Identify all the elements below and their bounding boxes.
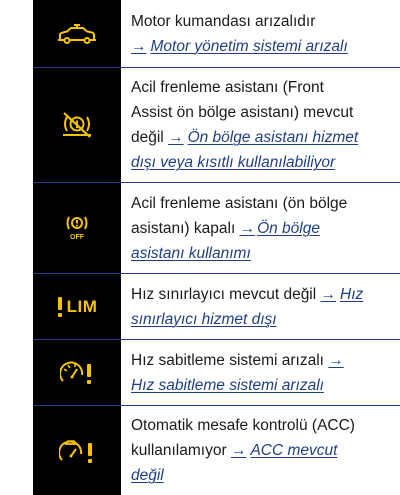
arrow-right-icon: → [230,442,247,459]
description-line [131,100,394,125]
arrow-right-icon: → [320,285,337,303]
description-text: Motor kumandası arızalıdır [131,12,316,30]
acc-unavailable-link-continued[interactable]: değil [131,467,164,484]
icon-cell [33,340,121,405]
description-text: Hız sabitleme sistemi arızalı [131,351,324,369]
table-row [33,340,400,406]
speed-limiter-service-link-continued[interactable]: sınırlayıcı hizmet dışı [131,310,277,328]
acc-unavailable-icon [59,438,95,464]
description-line [131,191,394,216]
description-text: asistanı) kapalı [131,219,236,237]
front-assist-warning-icon [60,112,94,138]
table-row [33,274,400,340]
description-line [131,150,394,175]
front-assist-off-icon [65,214,89,242]
table-row [33,0,400,68]
description-line [131,463,394,488]
description-line [131,125,394,150]
motor-management-link[interactable]: → Motor yönetim sistemi arızalı [131,37,348,55]
description-line [131,241,394,266]
table-row [33,68,400,183]
icon-cell [33,0,121,67]
description-line [131,413,394,438]
description-text: Otomatik mesafe kontrolü (ACC) [131,417,355,434]
description-cell [121,183,400,273]
description-cell [121,0,400,67]
front-assist-service-link[interactable]: → Ön bölge asistanı hizmet [168,129,359,146]
description-line [131,9,394,34]
description-line [131,348,394,373]
description-cell [121,406,400,495]
description-cell [121,68,400,182]
description-line [131,282,394,307]
description-text: değil [131,129,164,146]
icon-cell [33,183,121,273]
description-line [131,307,394,332]
description-text: kullanılamıyor [131,442,227,459]
cruise-control-fault-link-arrow[interactable]: → [328,351,344,369]
front-assist-service-link-continued[interactable]: dışı veya kısıtlı kullanılabiliyor [131,154,336,171]
table-row [33,183,400,274]
acc-unavailable-link[interactable]: → ACC mevcut [230,442,338,459]
icon-cell [33,68,121,182]
speed-limiter-unavailable-icon [57,297,98,317]
arrow-right-icon: → [131,37,147,55]
speed-limiter-service-link[interactable]: → Hız [320,285,364,303]
cruise-control-fault-link[interactable]: Hız sabitleme sistemi arızalı [131,376,324,394]
table-row [33,406,400,495]
icon-cell [33,274,121,339]
description-text: Assist ön bölge asistanı) mevcut [131,104,354,121]
arrow-right-icon: → [168,129,184,146]
description-line [131,373,394,398]
car-wrench-warning-icon [57,23,97,45]
cruise-control-fault-icon [60,361,94,385]
off-label: OFF [70,234,84,241]
description-line [131,216,394,241]
description-line [131,438,394,463]
description-line [131,34,394,59]
icon-cell [33,406,121,495]
description-text: Acil frenleme asistanı (ön bölge [131,194,348,212]
description-line [131,75,394,100]
front-assist-usage-link-continued[interactable]: asistanı kullanımı [131,244,251,262]
description-cell [121,274,400,339]
description-text: Hız sınırlayıcı mevcut değil [131,285,317,303]
description-text: Acil frenleme asistanı (Front [131,79,324,96]
description-cell [121,340,400,405]
front-assist-usage-link[interactable]: → Ön bölge [239,219,320,237]
lim-label: LIM [66,296,98,316]
arrow-right-icon: → [239,219,256,237]
